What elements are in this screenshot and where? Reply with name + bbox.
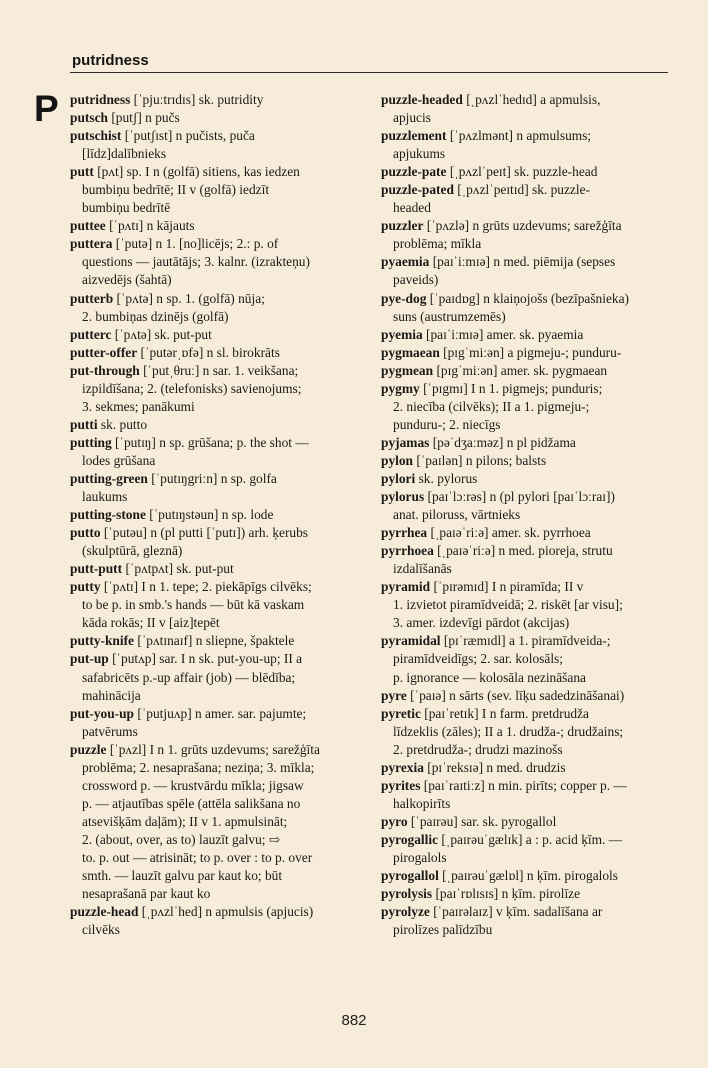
entry-headword: put-you-up [70,705,135,721]
entry-continuation: to be p. in smb.'s hands — būt kā vaskam [82,597,305,613]
entry-headword: pyrogallic [381,831,439,847]
entry-headword: pyrrhoea [381,543,434,559]
entry-definition: [ˌpʌzlˈhedɪd] a apmulsis, [466,92,601,107]
entry-continuation: questions — jautātājs; 3. kalnr. (izrakteņu) [82,254,310,270]
dictionary-entry [70,632,357,650]
dictionary-entry [70,362,357,416]
entry-headword: pyramidal [381,633,441,649]
dictionary-entry [381,163,668,181]
entry-definition: [pɪˈreksɪə] n med. drudzis [427,759,566,775]
dictionary-entry [70,903,357,939]
entry-headword: putt [70,164,94,180]
entry-headword: pyaemia [381,254,430,270]
entry-headword: pylori [381,470,416,486]
dictionary-entry [381,632,668,686]
entry-definition: [paɪˈiːmɪə] n med. piēmija (sepses [432,254,616,270]
entry-definition: [ˈpʌzl] I n 1. grūts uzdevums; sarežģīta [109,741,320,757]
entry-definition: sk. putto [100,416,148,432]
entry-definition: [ˈpʌzlə] n grūts uzdevums; sarežģīta [426,218,622,234]
entry-continuation: to. p. out — atrisināt; to p. over : to p. over [82,849,313,865]
entry-headword: pygmean [381,362,434,378]
entry-definition: [paɪˈretɪk] I n farm. pretdrudža [424,705,589,721]
entry-definition: [paɪˈlɔːrəs] n (pl pylori [paɪˈlɔːraɪ]) [427,489,615,505]
entry-continuation: crossword p. — krustvārdu mīkla; jigsaw [82,777,304,793]
dictionary-entry [70,524,357,560]
dictionary-entry [381,488,668,524]
entry-continuation: 2. niecība (cilvēks); II a 1. pigmeju-; [393,398,590,414]
entry-headword: pyramid [381,579,431,595]
dictionary-entry [381,831,668,867]
entry-continuation: līdzeklis (zāles); II a 1. drudža-; drudžains; [393,723,624,739]
entry-continuation: atsevišķām daļām); II v 1. apmulsināt; [82,813,288,829]
entry-headword: pyrexia [381,759,424,775]
entry-headword: pyemia [381,326,423,342]
entry-definition: [ˌpʌzlˈpeɪtɪd] sk. puzzle- [457,182,591,198]
entry-definition: [ˌpaɪrəuˈgælɒl] n ķīm. pirogalols [442,868,618,884]
entry-headword: pyjamas [381,434,430,450]
entry-continuation: aizvedējs (šahtā) [82,272,172,288]
entry-definition: [pʌt] sp. I n (golfā) sitiens, kas iedzen [97,164,300,180]
entry-definition: [pəˈdʒaːməz] n pl pidžama [432,434,576,450]
dictionary-entry [70,163,357,217]
dictionary-entry [70,217,357,235]
entry-continuation: 2. pretdrudža-; drudzi mazinošs [393,741,563,757]
dictionary-entry [70,705,357,741]
entry-continuation: [līdz]dalībnieks [82,146,167,162]
entry-definition: [ˈpʌtɪ] I n 1. tepe; 2. piekāpīgs cilvēks; [103,579,312,595]
dictionary-entry [381,290,668,326]
dictionary-entry [381,687,668,705]
entry-continuation: 2. (about, over, as to) lauzīt galvu; ⇨ [82,831,281,847]
entry-definition: [paɪˈiːmɪə] amer. sk. pyaemia [426,326,584,342]
dictionary-entry [381,705,668,759]
entry-headword: pyrolysis [381,886,433,902]
entry-continuation: safabricēts p.-up affair (job) — blēdība; [82,669,296,685]
entry-continuation: apjucis [393,110,431,126]
dictionary-entry [381,344,668,362]
entry-headword: putty-knife [70,633,134,649]
entry-definition: [ˌpʌzlˈpeɪt] sk. puzzle-head [449,164,598,180]
dictionary-entry [381,867,668,885]
entry-definition: [ˈputˌθruː] n sar. 1. veikšana; [143,362,299,378]
entry-headword: putto [70,525,101,541]
dictionary-entry [70,109,357,127]
entry-definition: [ˈputɪŋstəun] n sp. lode [149,507,274,523]
entry-definition: [ˈpɪgmɪ] I n 1. pigmejs; punduris; [423,380,603,396]
entry-definition: [ˌpaɪəˈriːə] n med. pioreja, strutu [437,543,613,559]
entry-definition: [ˈpʌzlmənt] n apmulsums; [449,128,592,144]
entry-continuation: cilvēks [82,922,120,938]
entry-headword: pyrogallol [381,868,439,884]
entry-definition: [ˈpaɪdɒg] n klaiņojošs (bezīpašnieka) [429,290,629,306]
entry-headword: puzzle-head [70,904,139,920]
entry-continuation: apjukums [393,146,446,162]
entry-definition: [ˈpaɪə] n sārts (sev. līķu sadedzināšanai) [410,687,625,703]
dictionary-entry [70,506,357,524]
entry-definition: [ˈputərˌɒfə] n sl. birokrāts [140,344,280,360]
entry-headword: putterc [70,326,112,342]
dictionary-entry [381,524,668,542]
entry-headword: put-up [70,651,109,667]
entry-headword: putting-green [70,470,148,486]
entry-continuation: izdalīšanās [393,561,452,577]
dictionary-entry [381,362,668,380]
entry-definition: [ˈpʌtɪnaɪf] n sliepne, špaktele [137,633,295,649]
entry-continuation: 3. amer. izdevīgi pārdot (akcijas) [393,615,570,631]
entry-continuation: anat. piloruss, vārtnieks [393,507,521,523]
entry-continuation: punduru-; 2. niecīgs [393,416,501,432]
entry-continuation: problēma; mīkla [393,236,482,252]
entry-headword: pyrites [381,777,421,793]
entry-definition: [ˈputjuʌp] n amer. sar. pajumte; [137,705,307,721]
entry-headword: pyro [381,813,408,829]
entry-headword: pyretic [381,705,421,721]
entry-headword: putter-offer [70,344,138,360]
entry-continuation: izpildīšana; 2. (telefonisks) savienojums; [82,380,302,396]
entry-definition: [pɪgˈmiːən] amer. sk. pygmaean [436,362,608,378]
dictionary-entry [381,813,668,831]
entry-headword: puzzle-pate [381,164,447,180]
entry-headword: puzzle-headed [381,92,463,107]
dictionary-entry [381,903,668,939]
entry-headword: pyrrhea [381,525,428,541]
dictionary-entry [70,290,357,326]
dictionary-entry [70,434,357,470]
entry-continuation: patvērums [82,723,138,739]
entry-headword: putridness [70,92,131,107]
entry-headword: putting [70,434,112,450]
dictionary-entry [381,470,668,488]
dictionary-entry [381,91,668,127]
entry-continuation: 2. bumbiņas dzinējs (golfā) [82,308,229,324]
dictionary-entry [381,542,668,578]
dictionary-entry [381,217,668,253]
entry-headword: putt-putt [70,561,123,577]
entry-continuation: pirogalols [393,849,447,865]
dictionary-entry [70,127,357,163]
entry-definition: [ˈputə] n 1. [no]licējs; 2.: p. of [115,236,279,252]
running-head: putridness [72,52,149,69]
entry-continuation: lodes grūšana [82,452,156,468]
entry-definition: [ˈpjuːtrɪdɪs] sk. putridity [133,92,264,107]
entry-definition: [ˈputɪŋgriːn] n sp. golfa [151,470,277,486]
entry-continuation: bumbiņu bedrītē; II v (golfā) iedzīt [82,182,270,198]
page-number: 882 [341,1012,367,1029]
dictionary-entry [381,452,668,470]
dictionary-entry [70,470,357,506]
entry-definition: [ˈputʃɪst] n pučists, puča [124,128,255,144]
entry-continuation: nesaprašanā par kaut ko [82,886,211,902]
entry-continuation: suns (austrumzemēs) [393,308,506,324]
dictionary-entry [381,759,668,777]
entry-definition: [ˈpaɪrəu] sar. sk. pyrogallol [410,813,557,829]
dictionary-entry [381,777,668,813]
entry-definition: [ˈpaɪrəlaɪz] v ķīm. sadalīšana ar [433,904,603,920]
entry-definition: [pɪˈræmɪdl] a 1. piramīdveida-; [443,633,611,649]
entry-continuation: halkopirīts [393,795,451,811]
entry-definition: [ˈputɪŋ] n sp. grūšana; p. the shot — [115,434,309,450]
entry-headword: pyre [381,687,407,703]
entry-headword: putterb [70,290,114,306]
entry-continuation: problēma; 2. nesaprašana; neziņa; 3. mīkla; [82,759,315,775]
dictionary-entry [381,885,668,903]
entry-continuation: paveids) [393,272,439,288]
entry-definition: [ˈputʌp] sar. I n sk. put-you-up; II a [112,651,303,667]
entry-headword: puzzle-pated [381,182,454,198]
entry-continuation: smth. — lauzīt galvu par kaut ko; būt [82,868,283,884]
entry-continuation: 1. izvietot piramīdveidā; 2. riskēt [ar visu]; [393,597,623,613]
entry-headword: putsch [70,110,108,126]
dictionary-entry [381,181,668,217]
entry-continuation: p. ignorance — kolosāla nezināšana [393,669,586,685]
dictionary-entry [70,578,357,632]
entry-definition: [ˈpʌtɪ] n kājauts [109,218,195,234]
entry-continuation: headed [393,200,431,216]
entry-headword: putty [70,579,101,595]
entry-definition: [ˈpʌtpʌt] sk. put-put [125,561,234,577]
dictionary-entry [381,380,668,434]
entry-continuation: mahinācija [82,687,141,703]
entry-headword: pyrolyze [381,904,430,920]
entry-definition: [paɪˈrɒlɪsɪs] n ķīm. pirolīze [435,886,581,902]
dictionary-entry [381,326,668,344]
entry-definition: [ˌpʌzlˈhed] n apmulsis (apjucis) [141,904,314,920]
dictionary-entry [70,416,357,434]
entry-continuation: 3. sekmes; panākumi [82,398,195,414]
entry-definition: [putʃ] n pučs [111,110,180,126]
dictionary-entry [70,344,357,362]
entry-definition: [ˌpaɪəˈriːə] amer. sk. pyrrhoea [430,525,591,541]
entry-definition: [paɪˈraɪtiːz] n min. pirīts; copper p. — [423,777,627,793]
entry-definition: [ˈpaɪlən] n pilons; balsts [416,452,547,468]
dictionary-entry [381,253,668,289]
entry-definition: [pɪgˈmiːən] a pigmeju-; punduru- [443,344,622,360]
dictionary-entry [381,578,668,632]
entry-headword: puttee [70,218,106,234]
entry-definition: sk. pylorus [418,470,478,486]
entry-headword: puzzlement [381,128,447,144]
entry-continuation: kāda rokās; II v [aiz]tepēt [82,615,220,631]
entry-continuation: pirolīzes palīdzību [393,922,493,938]
entry-continuation: laukums [82,489,128,505]
entry-headword: pygmy [381,380,420,396]
left-column [70,91,357,939]
dictionary-entry [70,560,357,578]
entry-headword: puttera [70,236,113,252]
header-rule [70,72,668,73]
entry-headword: puzzler [381,218,424,234]
entry-continuation: (skulptūrā, gleznā) [82,543,183,559]
entry-headword: pygmaean [381,344,440,360]
entry-continuation: bumbiņu bedrītē [82,200,171,216]
entry-headword: pylorus [381,489,425,505]
entry-definition: [ˈputəu] n (pl putti [ˈputɪ]) arh. ķerubs [103,525,309,541]
entry-continuation: p. — atjautības spēle (attēla salikšana no [82,795,301,811]
dictionary-entry [70,650,357,704]
entry-headword: puzzle [70,741,107,757]
entry-headword: put-through [70,362,140,378]
entry-definition: [ˈpʌtə] n sp. 1. (golfā) nūja; [116,290,265,306]
dictionary-entry [70,741,357,903]
entry-definition: [ˈpʌtə] sk. put-put [114,326,212,342]
entry-continuation: piramīdveidīgs; 2. sar. kolosāls; [393,651,563,667]
right-column [381,91,668,939]
entry-headword: putschist [70,128,122,144]
thumb-index-letter: P [34,88,59,129]
dictionary-entry [70,91,357,109]
entry-headword: putti [70,416,98,432]
entry-headword: pye-dog [381,290,427,306]
entry-headword: putting-stone [70,507,146,523]
entry-headword: pylon [381,452,414,468]
dictionary-entry [70,326,357,344]
dictionary-entry [381,127,668,163]
dictionary-entry [381,434,668,452]
entry-definition: [ˈpɪrəmɪd] I n piramīda; II v [433,579,584,595]
dictionary-entry [70,235,357,289]
entry-definition: [ˌpaɪrəuˈgælɪk] a : p. acid ķīm. — [441,831,623,847]
